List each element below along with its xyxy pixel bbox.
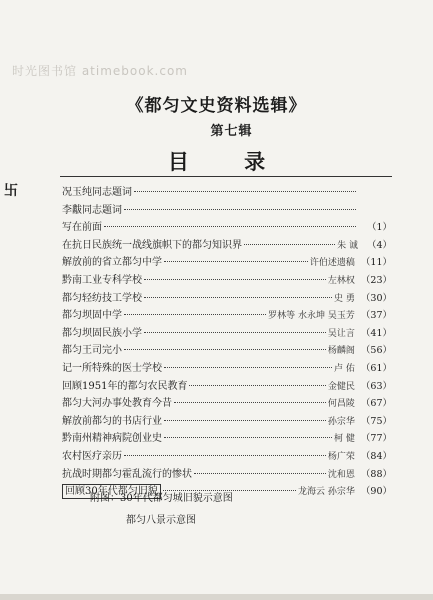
toc-entry-title: 黔南工业专科学校 — [62, 274, 142, 286]
appendix-list — [90, 488, 233, 532]
toc-entry-title: 回顾30年代都匀旧貌 — [62, 484, 161, 499]
dot-leader — [124, 209, 356, 210]
toc-entry-author: 朱 诚 — [337, 240, 358, 251]
toc-entry — [62, 290, 392, 308]
toc-entry-author: 金健民 — [327, 381, 355, 392]
toc-entry-title: 回顾1951年的都匀农民教育 — [62, 380, 188, 392]
toc-entry-page: （63） — [360, 380, 392, 392]
dot-leader — [124, 455, 326, 456]
toc-entry-author: 吴让言 — [327, 328, 355, 339]
toc-entry — [62, 430, 392, 448]
toc-entry-author: 龙海云 孙宗华 — [298, 487, 355, 498]
toc-entry-title: 抗战时期都匀霍乱流行的惨状 — [62, 468, 192, 480]
toc-entry — [62, 202, 392, 220]
toc-entry-author: 左林权 — [327, 275, 355, 286]
dot-leader — [164, 261, 308, 262]
dot-leader — [104, 226, 356, 227]
toc-entry — [62, 466, 392, 484]
toc-entry-title: 农村医疗亲历 — [62, 450, 122, 462]
dot-leader — [134, 191, 356, 192]
toc-entry-page: （77） — [360, 433, 392, 445]
toc-entry-author: 罗林等 水永坤 吴玉芳 — [268, 311, 355, 322]
heading-rule — [60, 176, 392, 177]
toc-entry-title: 况玉纯同志题词 — [62, 187, 132, 198]
volume-label: 第七辑 — [210, 124, 253, 139]
watermark-text: 时光图书馆 atimebook.com — [12, 64, 188, 78]
toc-entry-page: （75） — [360, 415, 392, 427]
scan-bottom-edge — [0, 594, 433, 600]
toc-entry — [62, 325, 392, 343]
toc-entry-title: 都匀坝固民族小学 — [62, 327, 142, 339]
toc-entry-page: （88） — [360, 468, 392, 480]
toc-entry-page: （90） — [360, 486, 392, 498]
toc-entry — [62, 237, 392, 255]
toc-entry-page: （61） — [360, 362, 392, 374]
toc-entry-author: 柯 健 — [334, 434, 355, 445]
toc-entry-page: （41） — [360, 327, 392, 339]
dot-leader — [164, 420, 326, 421]
toc-entry-author: 沈和恩 — [327, 469, 355, 480]
toc-entry-page: （67） — [360, 398, 392, 410]
toc-entry-title: 都匀轻纺技工学校 — [62, 292, 142, 304]
toc-entry-title: 都匀坝固中学 — [62, 310, 122, 322]
toc-entry-title: 黔南州精神病院创业史 — [62, 433, 162, 445]
toc-entry-page: （1） — [366, 222, 392, 234]
toc-entry-page: （11） — [360, 257, 392, 269]
toc-entry — [62, 342, 392, 360]
toc-entry-title: 写在前面 — [62, 222, 102, 234]
appendix-line-1: 附图：30年代都匀城旧貌示意图 — [90, 493, 233, 504]
toc-entry-title: 都匀王司完小 — [62, 345, 122, 357]
toc-entry-author: 何昌陵 — [327, 399, 355, 410]
toc-entry-title: 解放前都匀的书店行业 — [62, 415, 162, 427]
dot-leader — [164, 437, 332, 438]
toc-entry-title: 在抗日民族统一战线旗帜下的都匀知识界 — [62, 239, 242, 251]
toc-entry — [62, 272, 392, 290]
dot-leader — [144, 279, 326, 280]
contents-heading: 目 录 — [167, 150, 290, 174]
table-of-contents — [62, 184, 392, 501]
dot-leader — [144, 332, 326, 333]
dot-leader — [174, 402, 326, 403]
toc-entry-page: （4） — [366, 239, 392, 251]
dot-leader — [164, 367, 332, 368]
toc-entry-author: 卢 佑 — [334, 363, 355, 374]
dot-leader — [124, 349, 326, 350]
appendix-line-2: 都匀八景示意图 — [126, 515, 196, 526]
toc-entry-title: 李黻同志题词 — [62, 204, 122, 216]
toc-entry — [62, 254, 392, 272]
toc-entry-page: （23） — [360, 274, 392, 286]
toc-entry-author: 杨麟阁 — [327, 346, 355, 357]
toc-entry — [62, 360, 392, 378]
toc-entry-page: （84） — [360, 450, 392, 462]
toc-entry — [62, 448, 392, 466]
toc-entry-author: 许伯述遗稿 — [309, 258, 355, 269]
toc-entry — [62, 219, 392, 237]
toc-entry-title: 记一所特殊的医士学校 — [62, 362, 162, 374]
toc-entry-author: 孙宗华 — [327, 416, 355, 427]
dot-leader — [144, 297, 332, 298]
toc-entry-page: （30） — [360, 292, 392, 304]
toc-entry-page: （56） — [360, 345, 392, 357]
toc-entry-page: （37） — [360, 310, 392, 322]
toc-entry — [62, 395, 392, 413]
toc-entry-title: 都匀大河办事处教育今昔 — [62, 398, 172, 410]
toc-entry-author: 杨广荣 — [327, 451, 355, 462]
dot-leader — [124, 314, 266, 315]
toc-entry — [62, 413, 392, 431]
toc-entry-author: 史 勇 — [334, 293, 355, 304]
toc-entry — [62, 307, 392, 325]
series-title: 《都匀文史资料选辑》 — [126, 96, 307, 116]
toc-entry — [62, 378, 392, 396]
dot-leader — [189, 385, 325, 386]
edge-mark-text: 卐 — [4, 183, 18, 199]
dot-leader — [194, 473, 326, 474]
dot-leader — [244, 244, 335, 245]
toc-entry-title: 解放前的省立都匀中学 — [62, 257, 162, 269]
toc-entry — [62, 184, 392, 202]
